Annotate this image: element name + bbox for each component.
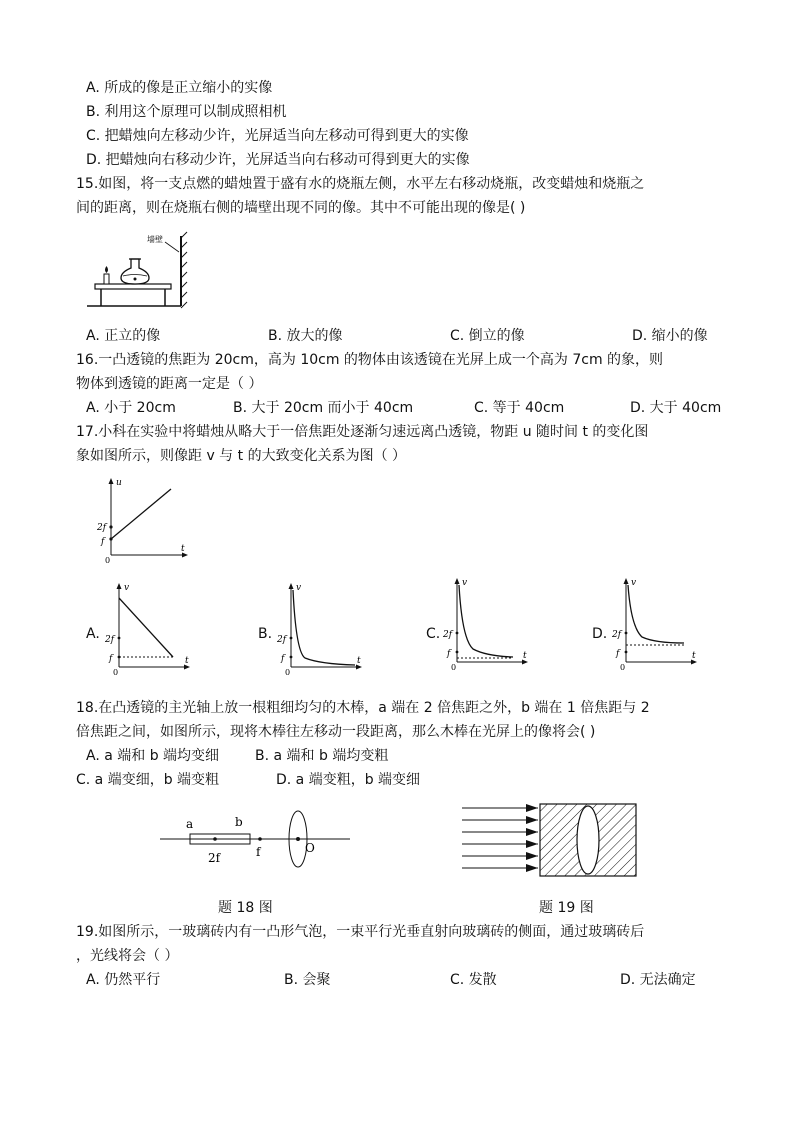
q19-option-a: A. 仍然平行 — [86, 972, 161, 988]
q19-figure — [462, 800, 642, 880]
q15-figure — [85, 228, 195, 313]
q19-option-b: B. 会聚 — [284, 972, 331, 988]
q16-option-b: B. 大于 20cm 而小于 40cm — [233, 400, 414, 416]
tick-f-label: f — [109, 654, 113, 664]
q14-option-d: D. 把蜡烛向右移动少许，光屏适当向右移动可得到更大的实像 — [86, 152, 470, 168]
label-2f: 2f — [208, 851, 221, 865]
tick-2f-label: 2f — [443, 630, 453, 640]
v-axis-label: v — [124, 583, 130, 593]
tick-2f-label: 2f — [97, 523, 107, 533]
q17-option-c-graph — [441, 575, 536, 670]
q15-option-b: B. 放大的像 — [268, 328, 343, 344]
q15-stem-line1: 15.如图，将一支点燃的蜡烛置于盛有水的烧瓶左侧，水平左右移动烧瓶，改变蜡烛和烧瓶之 — [76, 176, 645, 192]
q17-option-a-label: A. — [86, 626, 100, 642]
q14-option-a: A. 所成的像是正立缩小的实像 — [86, 80, 273, 96]
origin-label: 0 — [451, 663, 457, 672]
v-axis-label: v — [462, 578, 468, 588]
v-axis-label: v — [631, 578, 637, 588]
q18-option-d: D. a 端变粗，b 端变细 — [276, 772, 421, 788]
q17-option-c-label: C. — [426, 626, 441, 642]
tick-f-label: f — [616, 649, 620, 659]
u-axis-label: u — [116, 478, 122, 488]
label-b: b — [235, 815, 243, 829]
label-o: O — [305, 841, 315, 855]
q19-stem-line1: 19.如图所示，一玻璃砖内有一凸形气泡，一束平行光垂直射向玻璃砖的侧面，通过玻璃砖后 — [76, 924, 645, 940]
q16-option-a: A. 小于 20cm — [86, 400, 176, 416]
origin-label: 0 — [105, 556, 111, 565]
q15-option-c: C. 倒立的像 — [450, 328, 525, 344]
tick-2f-label: 2f — [277, 635, 287, 645]
q17-option-d-label: D. — [592, 626, 608, 642]
q14-option-b: B. 利用这个原理可以制成照相机 — [86, 104, 287, 120]
q15-stem-line2: 间的距离，则在烧瓶右侧的墙壁出现不同的像。其中不可能出现的像是( ) — [76, 200, 526, 216]
origin-label: 0 — [113, 668, 119, 677]
q17-option-d-graph — [610, 575, 705, 670]
tick-2f-label: 2f — [612, 630, 622, 640]
q15-option-a: A. 正立的像 — [86, 328, 161, 344]
tick-2f-label: 2f — [105, 635, 115, 645]
label-f: f — [256, 845, 261, 859]
tick-f-label: f — [447, 649, 451, 659]
q17-u-t-graph — [95, 475, 195, 565]
q16-option-d: D. 大于 40cm — [630, 400, 722, 416]
q18-option-a: A. a 端和 b 端均变细 — [86, 748, 220, 764]
q18-option-b: B. a 端和 b 端均变粗 — [255, 748, 389, 764]
t-axis-label: t — [523, 651, 527, 661]
q16-stem-line2: 物体到透镜的距离一定是（ ） — [76, 376, 263, 392]
q18-stem-line1: 18.在凸透镜的主光轴上放一根粗细均匀的木棒，a 端在 2 倍焦距之外，b 端在 1 倍焦距与 2 — [76, 700, 650, 716]
label-a: a — [186, 817, 194, 831]
q14-option-c: C. 把蜡烛向左移动少许，光屏适当向左移动可得到更大的实像 — [86, 128, 469, 144]
t-axis-label: t — [181, 544, 185, 554]
v-axis-label: v — [296, 583, 302, 593]
origin-label: 0 — [620, 663, 626, 672]
q18-option-c: C. a 端变细，b 端变粗 — [76, 772, 220, 788]
q16-stem-line1: 16.一凸透镜的焦距为 20cm，高为 10cm 的物体由该透镜在光屏上成一个高为 7cm 的象，则 — [76, 352, 664, 368]
wall-label: 墙壁 — [147, 235, 163, 244]
q15-option-d: D. 缩小的像 — [632, 328, 708, 344]
q17-option-b-label: B. — [258, 626, 273, 642]
t-axis-label: t — [692, 651, 696, 661]
q16-option-c: C. 等于 40cm — [474, 400, 565, 416]
q19-option-c: C. 发散 — [450, 972, 497, 988]
origin-label: 0 — [285, 668, 291, 677]
q17-option-b-graph — [275, 580, 370, 675]
q18-figure — [160, 810, 355, 870]
q18-stem-line2: 倍焦距之间，如图所示，现将木棒往左移动一段距离，那么木棒在光屏上的像将会( ) — [76, 724, 596, 740]
t-axis-label: t — [357, 656, 361, 666]
t-axis-label: t — [185, 656, 189, 666]
q17-option-a-graph — [103, 580, 198, 675]
q17-stem-line1: 17.小科在实验中将蜡烛从略大于一倍焦距处逐渐匀速远离凸透镜，物距 u 随时间 t 的变化图 — [76, 424, 649, 440]
tick-f-label: f — [101, 537, 105, 547]
q19-caption: 题 19 图 — [539, 900, 594, 916]
q17-stem-line2: 象如图所示，则像距 v 与 t 的大致变化关系为图（ ） — [76, 448, 407, 464]
tick-f-label: f — [281, 654, 285, 664]
q19-option-d: D. 无法确定 — [620, 972, 696, 988]
q18-caption: 题 18 图 — [218, 900, 273, 916]
q19-stem-line2: ，光线将会（ ） — [76, 948, 179, 964]
